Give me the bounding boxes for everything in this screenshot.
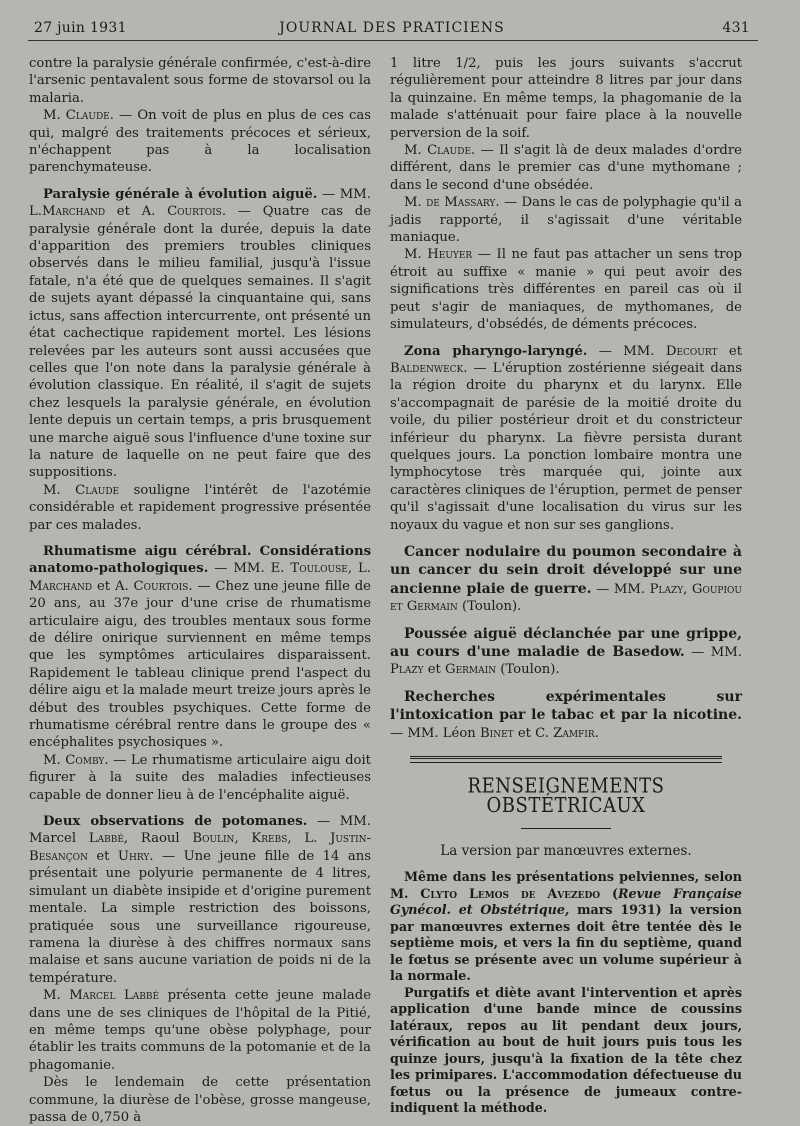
left-paragraph-claude-2 xyxy=(29,482,371,534)
author-name: Marchand xyxy=(29,578,93,594)
section-text: . — L'éruption zostérienne siégeait dans la région droite du pharynx et du larynx. Elle s'accompagnait de parésie de la moitié droite du voile, du pilier postérieur droit et du constricteur inférieur du pharynx. La fièvre persista durant quelques jours. La ponction lombaire montra une lymphocytose très marquée qui, jointe aux caractères cliniques de l'éruption, permet de penser qu'il s'agissait d'une localisation du virus sur les noyaux du vague et non sur ses ganglions. xyxy=(390,360,742,533)
authors-prefix: — MM. Léon xyxy=(390,725,480,741)
paragraph-text: souligne l'intérêt de l'azotémie considérable et rapidement progressive présentée par ces malades. xyxy=(29,482,371,533)
author-place: (Toulon). xyxy=(496,662,560,678)
author-name: Marchand xyxy=(41,204,106,220)
authors-prefix: — MM. xyxy=(587,343,666,359)
section-text: . — Chez une jeune fille de 20 ans, au 37e jour d'une crise de rhumatisme articulaire aigu, des troubles mentaux sous forme de délire onirique surviennent en même temps que les symptômes articulaires disparaissent. Rapidement le tableau clinique prend l'aspect du délire aigu et la malade meurt treize jours après le début des troubles psychiques. Cette forme de rhumatisme cérébral rentre dans le groupe des « encéphalites psychosiques ». xyxy=(29,578,371,751)
section-basedow xyxy=(390,625,742,679)
speaker-name: M. Claude xyxy=(43,482,120,498)
author-name: Zamfir xyxy=(553,725,595,741)
paragraph-text: ( xyxy=(600,885,618,901)
section-title: Recherches expérimentales sur l'intoxication par le tabac et par la nicotine. xyxy=(390,688,742,724)
authors-prefix: — MM. E. xyxy=(208,561,291,577)
left-paragraph-0: contre la paralysie générale confirmée, c'est-à-dire l'arsenic pentavalent sous forme de stovarsol ou la malaria. xyxy=(29,56,371,106)
author-name: Boulin xyxy=(192,831,235,847)
page-header xyxy=(34,16,750,40)
left-paragraph-claude xyxy=(29,107,371,177)
section-title: Zona pharyngo-laryngé. xyxy=(404,343,588,359)
heading-short-rule xyxy=(521,828,611,829)
section-title: Cancer nodulaire du poumon secondaire à un cancer du sein droit développé sur une ancienne plaie de guerre. xyxy=(390,543,742,597)
paragraph-text: — Dans le cas de polyphagie qu'il a jadis rapporté, il s'agissait d'une véritable maniaque. xyxy=(390,195,742,246)
paragraph-text: — Le rhumatisme articulaire aigu doit figurer à la suite des maladies infectieuses capable de donner lieu à de l'encéphalite aiguë. xyxy=(29,752,371,803)
authors-prefix: — MM. xyxy=(684,645,742,660)
author-name: Toulouse xyxy=(290,561,348,577)
section-title: Poussée aiguë déclanchée par une grippe, au cours d'une maladie de Basedow. xyxy=(390,625,742,660)
authors-end: . xyxy=(594,725,599,741)
header-page-number: 431 xyxy=(722,20,750,36)
section-rhumatisme xyxy=(29,543,371,752)
version-subheading: La version par manœuvres externes. xyxy=(440,842,692,859)
section-cancer xyxy=(390,543,742,616)
author-name: Plazy, Goupiou et Germain xyxy=(390,581,742,615)
version-paragraph-2: Purgatifs et diète avant l'intervention et après application d'une bande mince de coussins latéraux, repos au lit pendant deux jours, vérification au bout de huit jours puis tous les quinze jours, jusqu'à la fixation de la tête chez les primipares. L'accommodation défectueuse du fœtus ou la présence de jumeaux contre-indiquent la méthode. xyxy=(390,984,742,1116)
section-text: . — Quatre cas de paralysie générale dont la durée, depuis la date d'apparition des premiers troubles cliniques observés dans le milieu familial, jusqu'à l'issue fatale, n'a été que de quelques semaines. Il s'agit de sujets ayant dépassé la cinquantaine qui, sans ictus, sans affection intercurrente, ont présenté un état cachectique rapidement mortel. Les lésions relevées par les auteurs sont aussi accusées que celles que l'on note dans la paralysie générale à évolution classique. En réalité, il s'agit de sujets chez lesquels la paralysie générale, en évolution lente depuis un certain temps, a pris brusquement une marche aiguë sous l'influence d'une toxine sur la nature de laquelle on ne peut faire que des suppositions. xyxy=(29,204,371,481)
section-paralysie xyxy=(29,186,371,482)
author-name: Plazy xyxy=(390,662,424,678)
author-name: Courtois xyxy=(167,204,222,220)
author-name: Decourt xyxy=(665,343,718,359)
section-potomanes xyxy=(29,813,371,987)
author-name: Binet xyxy=(479,725,514,741)
section-title: Deux observations de potomanes. xyxy=(43,814,308,830)
authors-joiner: , L. xyxy=(287,831,331,847)
left-column xyxy=(29,55,371,1126)
section-tabac xyxy=(390,688,742,742)
paragraph-text: mars 1931) la version par manœuvres externes doit être tentée dès le septième mois, et vers la fin du septième, quand le fœtus se présente avec un volume supérieur à la normale. xyxy=(390,902,742,984)
author-name: Justin-Besançon xyxy=(29,831,371,864)
speaker-name: M. Comby. xyxy=(43,752,109,768)
section-zona xyxy=(390,343,742,534)
authors-joiner: et C. xyxy=(513,725,554,741)
authors-joiner: , xyxy=(234,831,252,847)
author-name: Clyto Lemos de Avezedo xyxy=(420,885,601,901)
header-rule xyxy=(28,40,758,41)
authors-joiner: et xyxy=(423,662,446,678)
renseignements-heading: RENSEIGNEMENTS OBSTÉTRICAUX xyxy=(467,774,665,819)
author-name: Baldenweck xyxy=(390,360,464,376)
paragraph-text: — Il s'agit là de deux malades d'ordre différent, dans le premier cas d'une mythomane ; dans le second d'une obsédée. xyxy=(390,143,742,193)
right-paragraph-claude xyxy=(390,142,742,194)
authors-prefix: — MM. L. xyxy=(29,186,371,220)
authors-joiner: , L. xyxy=(347,561,371,577)
paragraph-text: — On voit de plus en plus de ces cas qui, malgré des traitements précoces et sérieux, n'échappent pas à la localisation parenchymateuse. xyxy=(29,108,371,176)
speaker-name: M. Claude. xyxy=(404,143,476,159)
right-paragraph-heuyer xyxy=(390,246,742,333)
section-divider-double-rule xyxy=(410,756,722,763)
author-name: Germain xyxy=(445,662,497,678)
speaker-name: M. de Massary. xyxy=(404,195,500,211)
journal-citation: Revue Française Gynécol. et Obstétrique, xyxy=(390,885,742,918)
author-name: Labbé xyxy=(88,831,124,847)
author-name: Courtois xyxy=(133,578,189,594)
authors-joiner: et A. xyxy=(105,204,168,220)
left-paragraph-comby xyxy=(29,752,371,804)
version-paragraph-1 xyxy=(390,869,742,985)
paragraph-text: Même dans les présentations pelviennes, selon M. xyxy=(390,869,742,901)
section-text: . — Une jeune fille de 14 ans présentait une polyurie permanente de 4 litres, simulant un diabète insipide et d'origine purement mentale. La simple restriction des boissons, pratiquée sous une surveillance rigoureuse, ramena la diurèse à des chiffres normaux sans malaise et sans aucune variation de poids ni de la température. xyxy=(29,848,371,986)
authors-joiner: , Raoul xyxy=(123,831,193,847)
authors-joiner: et xyxy=(717,343,743,359)
authors-prefix: — MM. Marcel xyxy=(29,814,371,847)
author-name: Uhry xyxy=(117,848,150,864)
author-name: Krebs xyxy=(251,831,288,847)
right-paragraph-massary xyxy=(390,194,742,246)
header-date: 27 juin 1931 xyxy=(34,20,127,36)
authors-joiner: et xyxy=(87,848,118,864)
left-paragraph-last: Dès le lendemain de cette présentation commune, la diurèse de l'obèse, grosse mangeuse, passa de 0,750 à xyxy=(29,1075,371,1125)
section-title: Rhumatisme aigu cérébral. Considérations anatomo-pathologiques. xyxy=(29,543,371,577)
authors-joiner: et A. xyxy=(92,578,134,594)
right-paragraph-0: 1 litre 1/2, puis les jours suivants s'accrut régulièrement pour atteindre 8 litres par jour dans la quinzaine. En même temps, la phagomanie de la malade s'atténuait pour faire place à la nouvelle perversion de la soif. xyxy=(390,56,742,141)
left-paragraph-labbe xyxy=(29,987,371,1074)
right-column xyxy=(390,55,742,1117)
authors-prefix: — MM. xyxy=(591,581,650,597)
paragraph-text: — Il ne faut pas attacher un sens trop étroit au suffixe « manie » qui peut avoir des significations très différentes en pareil cas où il peut s'agir de maniaques, de mythomanes, de simulateurs, d'obsédés, de déments précoces. xyxy=(390,247,742,333)
author-place: (Toulon). xyxy=(457,599,522,615)
speaker-name: M. Heuyer xyxy=(404,247,473,263)
paragraph-text: présenta cette jeune malade dans une de ses cliniques de l'hôpital de la Pitié, en même temps qu'une obèse polyphage, pour établir les traits communs de la potomanie et de la phagomanie. xyxy=(29,988,371,1073)
speaker-name: M. Marcel Labbé xyxy=(43,988,160,1004)
speaker-name: M. Claude. xyxy=(43,108,114,124)
header-journal-title: JOURNAL DES PRATICIENS xyxy=(279,20,505,36)
section-title: Paralysie générale à évolution aiguë. xyxy=(43,186,318,202)
